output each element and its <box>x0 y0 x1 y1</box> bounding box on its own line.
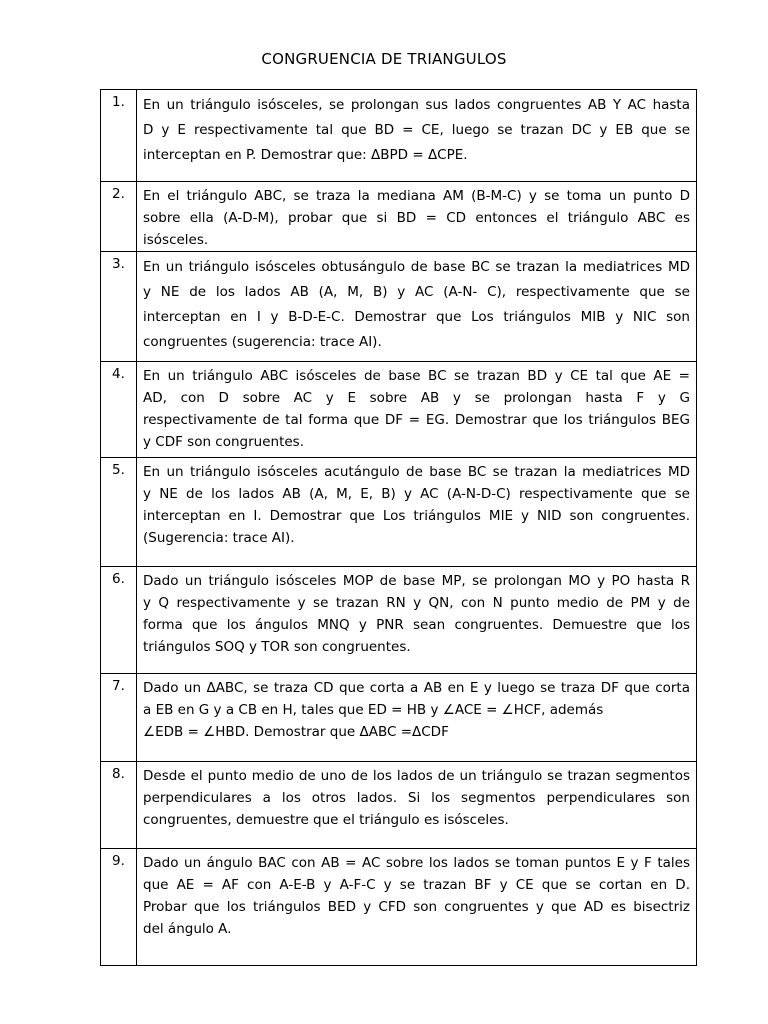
problem-row <box>101 567 697 674</box>
problem-text-line: que AE = AF con A-E-B y A-F-C y se trazan BF y CE que se cortan en D. <box>143 877 690 893</box>
problem-row <box>101 849 697 966</box>
problem-number-cell <box>101 674 137 762</box>
problem-text-cell <box>137 182 697 252</box>
problem-text-line: y NE de los lados AB (A, M, E, B) y AC (A-N-D-C) respectivamente que se <box>143 486 690 502</box>
problem-number: 2. <box>112 186 125 202</box>
problem-number-cell <box>101 362 137 458</box>
problem-number: 5. <box>112 462 125 478</box>
problem-text-line: a EB en G y a CB en H, tales que ED = HB y ∠ACE = ∠HCF, además <box>143 702 604 718</box>
problem-text-cell <box>137 362 697 458</box>
problem-text-line: forma que los ángulos MNQ y PNR sean congruentes. Demuestre que los <box>143 617 690 633</box>
problem-text-cell <box>137 674 697 762</box>
problem-text-cell <box>137 90 697 182</box>
problem-text-line: Desde el punto medio de uno de los lados de un triángulo se trazan segmentos <box>143 768 690 784</box>
document-title: CONGRUENCIA DE TRIANGULOS <box>261 50 507 68</box>
problem-text-line: y Q respectivamente y se trazan RN y QN, con N punto medio de PM y de <box>143 595 690 611</box>
problem-number-cell <box>101 849 137 966</box>
problem-row <box>101 762 697 849</box>
problem-text-line: Probar que los triángulos BED y CFD son congruentes y que AD es bisectriz <box>143 899 690 915</box>
problem-text-line: En un triángulo isósceles, se prolongan sus lados congruentes AB Y AC hasta <box>143 97 690 113</box>
problem-number-cell <box>101 90 137 182</box>
problem-row <box>101 674 697 762</box>
problem-text-line: congruentes (sugerencia: trace AI). <box>143 334 382 350</box>
problem-text-line: En el triángulo ABC, se traza la mediana AM (B-M-C) y se toma un punto D <box>143 188 690 204</box>
problem-text-line: En un triángulo ABC isósceles de base BC se trazan BD y CE tal que AE = <box>143 368 690 384</box>
problem-text-line: D y E respectivamente tal que BD = CE, luego se trazan DC y EB que se <box>143 122 690 138</box>
problem-text-line: Dado un ΔABC, se traza CD que corta a AB en E y luego se traza DF que corta <box>143 680 690 696</box>
problem-text-cell <box>137 762 697 849</box>
problem-text-cell <box>137 849 697 966</box>
problem-number: 6. <box>112 571 125 587</box>
problem-row <box>101 252 697 362</box>
problem-text-cell <box>137 458 697 567</box>
problem-text-line: congruentes, demuestre que el triángulo es isósceles. <box>143 812 509 828</box>
problem-text-line: interceptan en I y B-D-E-C. Demostrar que Los triángulos MIB y NIC son <box>143 309 690 325</box>
problem-number-cell <box>101 458 137 567</box>
problem-row <box>101 362 697 458</box>
problem-number-cell <box>101 252 137 362</box>
problem-text-line: Dado un triángulo isósceles MOP de base MP, se prolongan MO y PO hasta R <box>143 573 690 589</box>
problem-number: 4. <box>112 366 125 382</box>
problem-number-cell <box>101 762 137 849</box>
problem-text-line: y NE de los lados AB (A, M, B) y AC (A-N- C), respectivamente que se <box>143 284 690 300</box>
problem-text-line: En un triángulo isósceles obtusángulo de base BC se trazan la mediatrices MD <box>143 259 690 275</box>
problems-table <box>100 89 697 966</box>
problem-number: 8. <box>112 766 125 782</box>
problem-text-line: sobre ella (A-D-M), probar que si BD = CD entonces el triángulo ABC es <box>143 210 690 226</box>
problem-text-line: perpendiculares a los otros lados. Si los segmentos perpendiculares son <box>143 790 690 806</box>
problem-number: 9. <box>112 853 125 869</box>
problem-text-line: Dado un ángulo BAC con AB = AC sobre los lados se toman puntos E y F tales <box>143 855 690 871</box>
problem-row <box>101 90 697 182</box>
problem-text-line: (Sugerencia: trace AI). <box>143 530 295 546</box>
problem-text-line: triángulos SOQ y TOR son congruentes. <box>143 639 411 655</box>
problem-number-cell <box>101 567 137 674</box>
problem-text-line: del ángulo A. <box>143 921 232 937</box>
problem-text-line: En un triángulo isósceles acutángulo de base BC se trazan la mediatrices MD <box>143 464 690 480</box>
problem-text-line: interceptan en I. Demostrar que Los triángulos MIE y NID son congruentes. <box>143 508 690 524</box>
problem-text-line: interceptan en P. Demostrar que: ΔBPD = ΔCPE. <box>143 147 468 163</box>
problem-text-line: ∠EDB = ∠HBD. Demostrar que ΔABC =ΔCDF <box>143 724 449 740</box>
problem-text-line: y CDF son congruentes. <box>143 434 304 450</box>
problem-row <box>101 182 697 252</box>
problem-row <box>101 458 697 567</box>
problem-text-cell <box>137 567 697 674</box>
problem-number: 3. <box>112 256 125 272</box>
problem-text-line: AD, con D sobre AC y E sobre AB y se prolongan hasta F y G <box>143 390 690 406</box>
problem-number: 1. <box>112 94 125 110</box>
problem-text-line: respectivamente de tal forma que DF = EG. Demostrar que los triángulos BEG <box>143 412 690 428</box>
problem-number-cell <box>101 182 137 252</box>
problem-text-cell <box>137 252 697 362</box>
problem-number: 7. <box>112 678 125 694</box>
problem-text-line: isósceles. <box>143 232 209 248</box>
